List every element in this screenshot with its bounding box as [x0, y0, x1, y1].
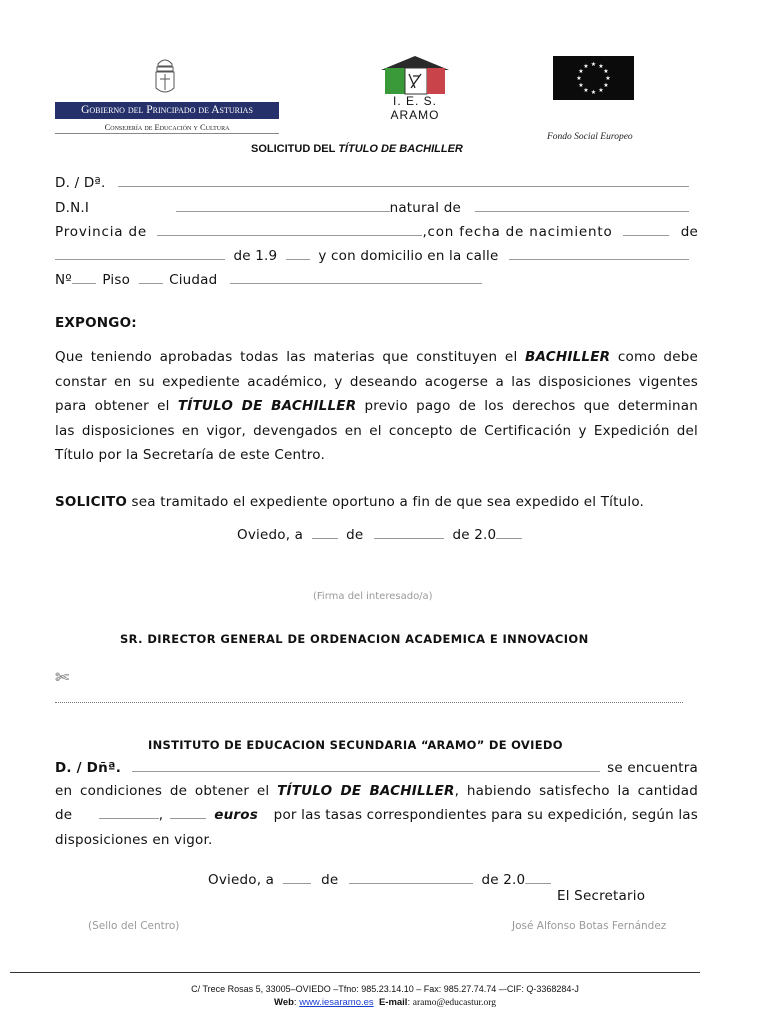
- gov-line2: Consejería de Educación y Cultura: [104, 122, 230, 132]
- provincia-blank[interactable]: [157, 234, 422, 236]
- date1-year-blank[interactable]: [496, 537, 522, 539]
- label-dni: D.N.I: [55, 200, 90, 216]
- label-fecha-nac: ,con fecha de nacimiento: [422, 224, 613, 240]
- natural-blank[interactable]: [475, 210, 689, 212]
- eu-flag-icon: [553, 56, 634, 100]
- secretario-label: El Secretario: [557, 888, 646, 904]
- solicito-line: SOLICITO sea tramitado el expediente oportuno a fin de que sea expedido el Título.: [55, 494, 645, 510]
- field-row-domicilio: [55, 248, 698, 264]
- ies-aramo-logo: [367, 54, 463, 122]
- expongo-line-5: Título por la Secretaría de este Centro.: [55, 447, 325, 463]
- field-row-dni: [55, 200, 698, 216]
- date1-month-blank[interactable]: [374, 537, 444, 539]
- expongo-line-3: para obtener el TÍTULO DE BACHILLER previo pago de los derechos que determinan: [55, 398, 698, 414]
- receipt-row-2: en condiciones de obtener el TÍTULO DE BACHILLER, habiendo satisfecho la cantidad: [55, 783, 698, 799]
- expongo-paragraph: [55, 345, 698, 468]
- scissors-icon: ✄: [55, 668, 70, 688]
- numero-blank[interactable]: [72, 282, 96, 284]
- svg-text:★: ★: [605, 75, 611, 82]
- receipt-title: INSTITUTO DE EDUCACION SECUNDARIA “ARAMO” DE OVIEDO: [148, 738, 563, 752]
- form-title: SOLICITUD DEL TÍTULO DE BACHILLER: [251, 143, 463, 155]
- gov-banner: [55, 102, 279, 119]
- svg-text:★: ★: [576, 75, 582, 82]
- sello-label: (Sello del Centro): [88, 920, 180, 932]
- label-d-da: D. / Dª.: [55, 175, 106, 191]
- name-blank[interactable]: [118, 185, 689, 187]
- svg-text:★: ★: [583, 63, 589, 70]
- piso-blank[interactable]: [139, 282, 163, 284]
- firma-label: (Firma del interesado/a): [313, 591, 433, 602]
- ciudad-blank[interactable]: [230, 282, 482, 284]
- date-line-2: Oviedo, a de de 2.0: [208, 872, 551, 888]
- footer-rule: [10, 972, 700, 973]
- fecha-month-blank[interactable]: [55, 258, 225, 260]
- dni-blank[interactable]: [176, 210, 390, 212]
- cut-line: [55, 702, 683, 703]
- date2-month-blank[interactable]: [349, 882, 473, 884]
- label-provincia: Provincia de: [55, 224, 147, 240]
- label-d-dna: D. / Dñª.: [55, 760, 122, 776]
- svg-text:★: ★: [583, 87, 589, 94]
- svg-text:★: ★: [598, 87, 604, 94]
- gov-line1: Gobierno del Principado de Asturias: [81, 104, 253, 116]
- asturias-crest-icon: [152, 56, 178, 98]
- date-line-1: Oviedo, a de de 2.0: [237, 527, 522, 543]
- receipt-row-1: D. / Dñª. se encuentra: [55, 760, 698, 776]
- label-domicilio: y con domicilio en la calle: [318, 248, 499, 264]
- footer-contact: Web: www.iesaramo.es E-mail: aramo@educastur.org: [274, 997, 496, 1008]
- date2-year-blank[interactable]: [525, 882, 551, 884]
- amount-whole-blank[interactable]: [99, 817, 159, 819]
- label-ciudad: Ciudad: [169, 272, 218, 288]
- label-numero: Nº: [55, 272, 72, 288]
- year-blank[interactable]: [286, 258, 310, 260]
- web-link[interactable]: www.iesaramo.es: [299, 997, 374, 1008]
- secretario-name: José Alfonso Botas Fernández: [512, 920, 667, 932]
- svg-text:★: ★: [578, 68, 584, 75]
- expongo-line-1: Que teniendo aprobadas todas las materias que constituyen el BACHILLER como debe: [55, 349, 698, 365]
- expongo-heading: EXPONGO:: [55, 315, 137, 331]
- svg-text:★: ★: [578, 82, 584, 89]
- svg-text:★: ★: [590, 89, 597, 96]
- date1-day-blank[interactable]: [312, 537, 338, 539]
- label-natural: natural de: [389, 200, 461, 216]
- ies-aramo-label: I. E. S. ARAMO: [390, 94, 440, 122]
- email-text: aramo@educastur.org: [412, 998, 496, 1008]
- label-de-1: de: [680, 224, 698, 240]
- svg-text:★: ★: [603, 68, 609, 75]
- director-line: SR. DIRECTOR GENERAL DE ORDENACION ACADEMICA E INNOVACION: [120, 632, 589, 646]
- footer-address: C/ Trece Rosas 5, 33005–OVIEDO –Tfno: 985.23.14.10 – Fax: 985.27.74.74 –-CIF: Q-3368284-J: [191, 984, 579, 994]
- expongo-line-4: las disposiciones en vigor, devengados en el concepto de Certificación y Expedición del: [55, 422, 698, 439]
- fecha-day-blank[interactable]: [623, 234, 669, 236]
- svg-text:★: ★: [603, 82, 609, 89]
- label-piso: Piso: [102, 272, 131, 288]
- receipt-row-4: disposiciones en vigor.: [55, 832, 213, 848]
- label-de-19: de 1.9: [233, 248, 278, 264]
- field-row-name: [55, 175, 698, 191]
- expongo-line-2: constar en su expediente académico, y deseando acogerse a las disposiciones vigentes: [55, 373, 698, 390]
- field-row-provincia: [55, 224, 698, 240]
- svg-text:★: ★: [590, 61, 597, 68]
- field-row-address: [55, 272, 698, 288]
- date2-day-blank[interactable]: [283, 882, 311, 884]
- receipt-name-blank[interactable]: [132, 770, 600, 772]
- receipt-row-3: de , euros por las tasas correspondientes para su expedición, según las: [55, 807, 698, 823]
- gov-subtitle: [55, 122, 279, 134]
- calle-blank[interactable]: [509, 258, 689, 260]
- svg-text:★: ★: [598, 63, 604, 70]
- eu-caption: Fondo Social Europeo: [547, 132, 633, 142]
- amount-cents-blank[interactable]: [170, 817, 206, 819]
